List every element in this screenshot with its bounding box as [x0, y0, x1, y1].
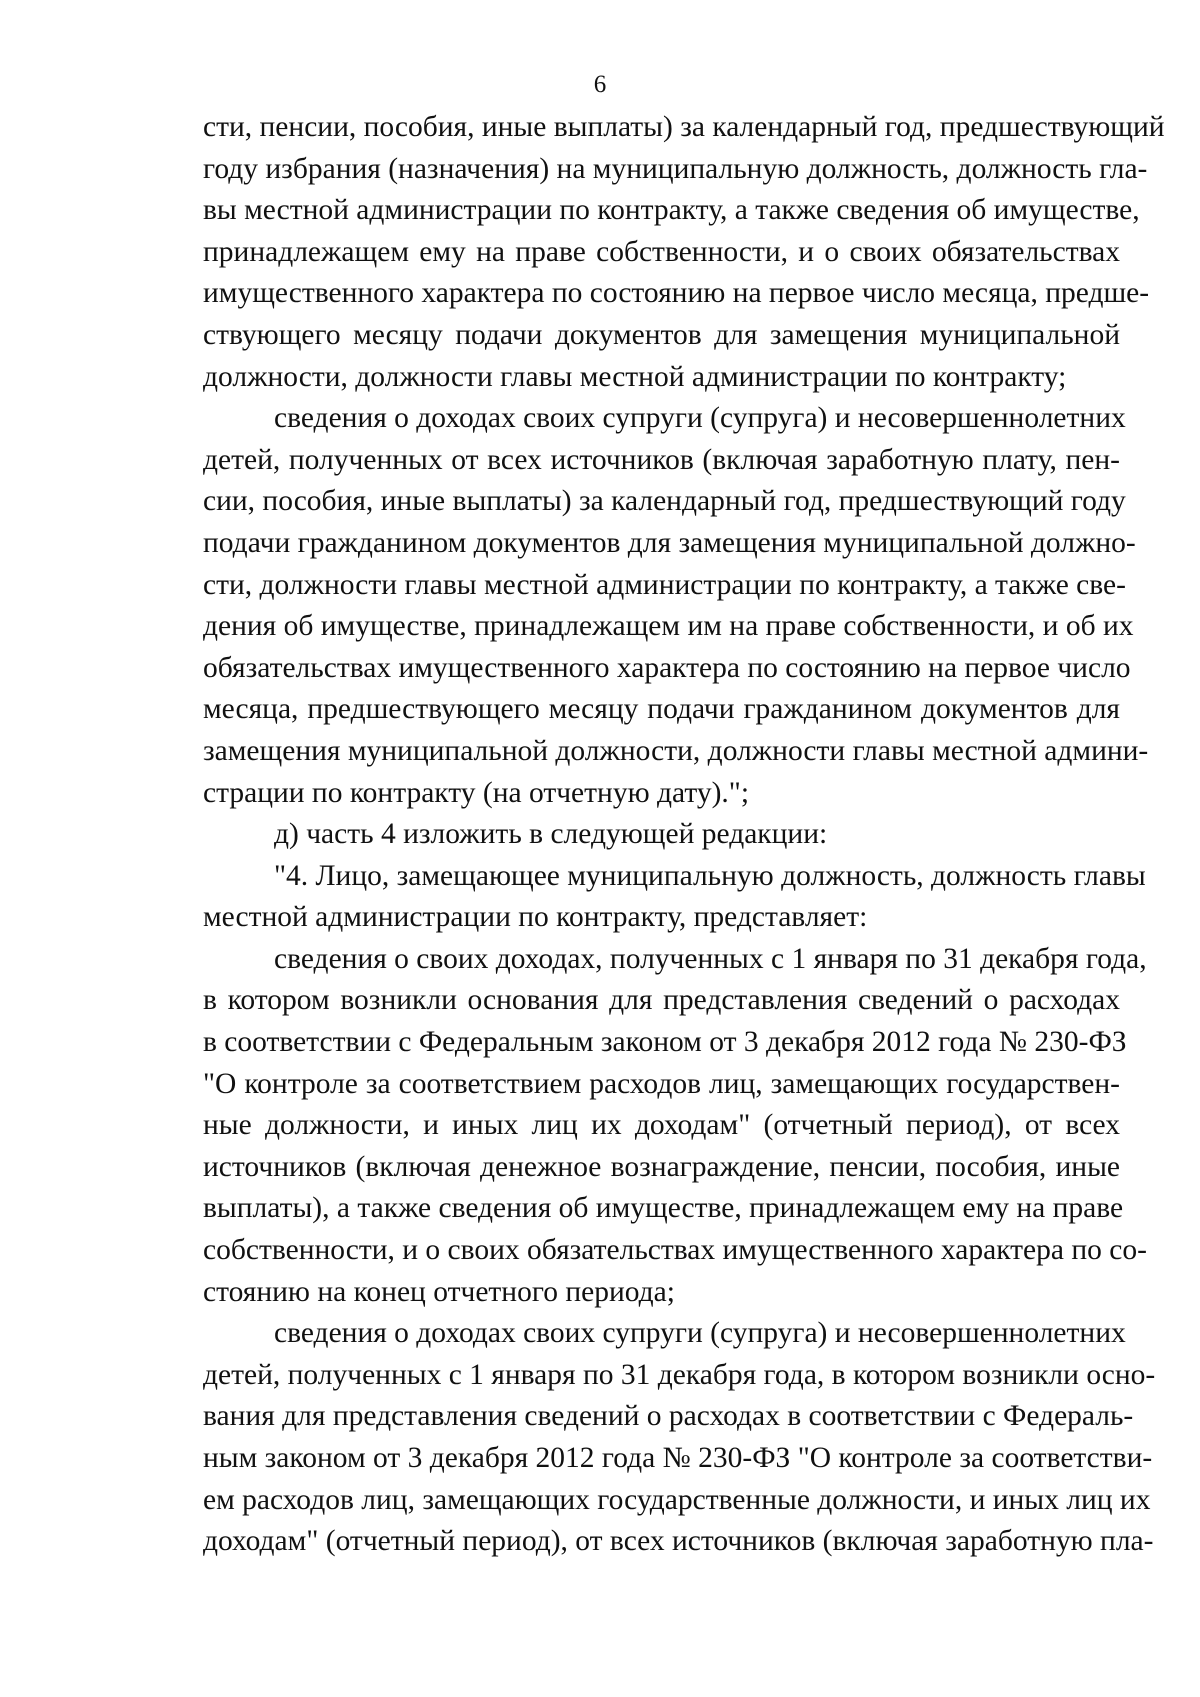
- text-line: ные должности, и иных лиц их доходам" (отчетный период), от всех: [203, 1109, 1120, 1142]
- text-line: собственности, и о своих обязательствах имущественного характера по со-: [203, 1234, 1147, 1267]
- page-number: 6: [593, 71, 607, 98]
- text-line: принадлежащем ему на праве собственности, и о своих обязательствах: [203, 235, 1120, 268]
- text-line: детей, полученных от всех источников (включая заработную плату, пен-: [203, 443, 1120, 476]
- text-line: обязательствах имущественного характера по состоянию на первое число: [203, 651, 1131, 684]
- text-line: сведения о своих доходах, полученных с 1 января по 31 декабря года,: [274, 942, 1147, 975]
- text-line: детей, полученных с 1 января по 31 декабря года, в котором возникли осно-: [203, 1358, 1156, 1391]
- text-line: выплаты), а также сведения об имуществе, принадлежащем ему на праве: [203, 1192, 1124, 1225]
- text-line: дения об имуществе, принадлежащем им на праве собственности, и об их: [203, 610, 1134, 643]
- text-line: сведения о доходах своих супруги (супруга) и несовершеннолетних: [274, 402, 1126, 435]
- text-line: стоянию на конец отчетного периода;: [203, 1275, 675, 1308]
- text-line: страции по контракту (на отчетную дату).";: [203, 776, 750, 809]
- text-line: замещения муниципальной должности, должности главы местной админи-: [203, 734, 1149, 767]
- text-line: году избрания (назначения) на муниципальную должность, должность гла-: [203, 152, 1148, 185]
- text-line: ем расходов лиц, замещающих государственные должности, и иных лиц их: [203, 1483, 1151, 1516]
- text-line: сти, должности главы местной администрации по контракту, а также све-: [203, 568, 1126, 601]
- document-body: [203, 107, 1165, 1563]
- text-line: сведения о доходах своих супруги (супруга) и несовершеннолетних: [274, 1317, 1126, 1350]
- text-line: "О контроле за соответствием расходов лиц, замещающих государствен-: [203, 1067, 1120, 1100]
- text-line: месяца, предшествующего месяцу подачи гражданином документов для: [203, 693, 1120, 726]
- text-line: "4. Лицо, замещающее муниципальную должность, должность главы: [274, 859, 1146, 892]
- text-line: в котором возникли основания для представления сведений о расходах: [203, 984, 1120, 1017]
- text-line: ствующего месяцу подачи документов для замещения муниципальной: [203, 318, 1120, 351]
- text-line: подачи гражданином документов для замещения муниципальной должно-: [203, 526, 1136, 559]
- text-line: ным законом от 3 декабря 2012 года № 230-ФЗ "О контроле за соответстви-: [203, 1442, 1153, 1474]
- text-line: в соответствии с Федеральным законом от 3 декабря 2012 года № 230-ФЗ: [203, 1026, 1127, 1059]
- text-line: имущественного характера по состоянию на первое число месяца, предше-: [203, 277, 1150, 310]
- text-line: д) часть 4 изложить в следующей редакции:: [274, 818, 828, 851]
- text-line: вы местной администрации по контракту, а также сведения об имуществе,: [203, 194, 1140, 227]
- text-line: источников (включая денежное вознаграждение, пенсии, пособия, иные: [203, 1150, 1120, 1183]
- text-line: сии, пособия, иные выплаты) за календарный год, предшествующий году: [203, 485, 1126, 518]
- text-line: вания для представления сведений о расходах в соответствии с Федераль-: [203, 1400, 1134, 1433]
- text-line: местной администрации по контракту, представляет:: [203, 901, 868, 934]
- text-line: сти, пенсии, пособия, иные выплаты) за календарный год, предшествующий: [203, 111, 1165, 143]
- text-line: доходам" (отчетный период), от всех источников (включая заработную пла-: [203, 1525, 1154, 1558]
- text-line: должности, должности главы местной администрации по контракту;: [203, 360, 1067, 393]
